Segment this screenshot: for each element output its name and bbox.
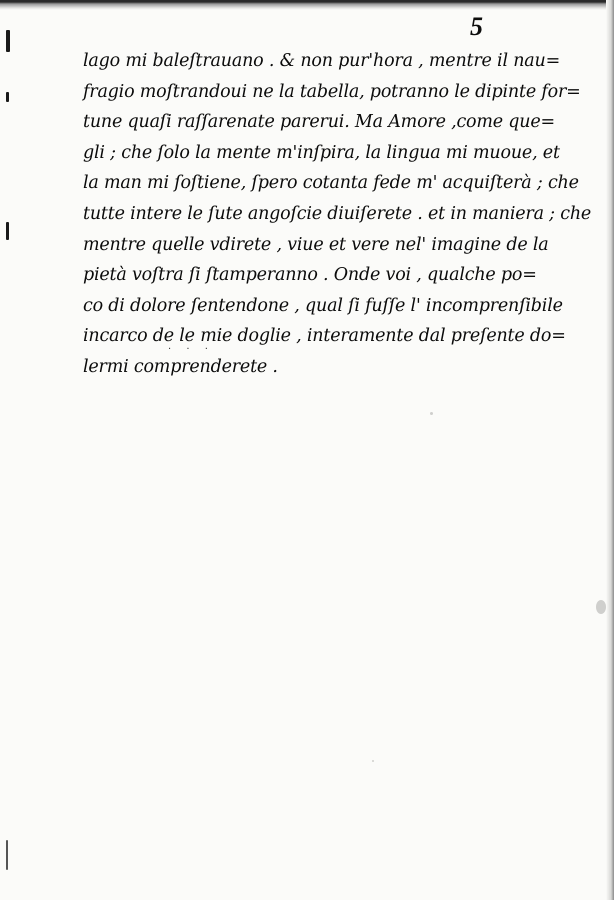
text-line: la man mi ſoſtiene, ſpero cotanta fede m' acquiſterà ; che bbox=[83, 173, 579, 194]
page-gutter bbox=[0, 0, 22, 900]
scan-speck bbox=[596, 600, 606, 614]
page-top-edge bbox=[0, 0, 614, 10]
page-number: 5 bbox=[470, 12, 483, 41]
gutter-mark bbox=[6, 30, 10, 52]
text-line: tune quaſi raſſarenate parerui. Ma Amore ,come que= bbox=[83, 112, 555, 133]
text-line: lago mi baleſtrauano . & non pur'hora , mentre il nau= bbox=[83, 51, 561, 71]
scan-speck bbox=[430, 412, 433, 415]
text-line: tutte intere le ſute angoſcie diuiſerete . et in maniera ; che bbox=[83, 203, 592, 224]
text-line: incarco de le mie doglie , interamente dal preſente do= bbox=[83, 326, 566, 347]
gutter-mark bbox=[6, 92, 9, 102]
text-line: lermi comprenderete . bbox=[83, 356, 278, 377]
text-line: pietà voſtra ſi ſtamperanno . Onde voi , qualche po= bbox=[83, 265, 537, 286]
text-line: fragio moſtrandoui ne la tabella, potranno le dipinte for= bbox=[83, 81, 581, 102]
text-line: co di dolore ſentendone , qual ſi fuſſe l' incomprenſibile bbox=[83, 295, 563, 316]
gutter-mark bbox=[6, 840, 8, 870]
text-line: mentre quelle vdirete , viue et vere nel' imagine de la bbox=[83, 234, 549, 255]
body-text bbox=[83, 46, 592, 383]
scan-speck bbox=[372, 760, 374, 762]
gutter-mark bbox=[6, 222, 9, 240]
text-line: gli ; che ſolo la mente m'inſpira, la lingua mi muoue, et bbox=[83, 142, 560, 163]
ink-specks: · · · bbox=[168, 344, 214, 355]
page-right-edge bbox=[606, 0, 614, 900]
